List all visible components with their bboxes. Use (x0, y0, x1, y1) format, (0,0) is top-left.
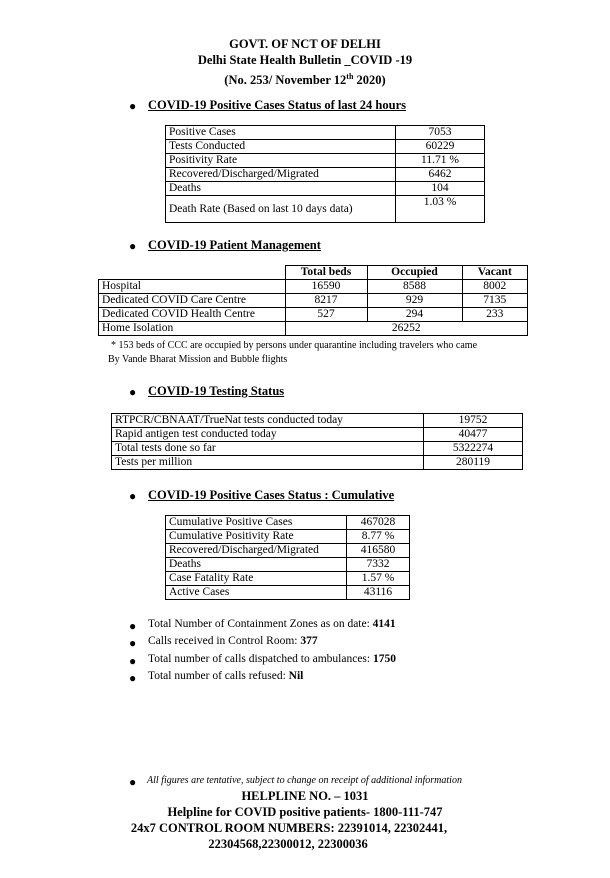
stat-calls-dispatched: Total number of calls dispatched to ambulances: 1750 (148, 653, 396, 665)
table-24h (165, 125, 485, 223)
table-row (99, 322, 528, 336)
row-label: RTPCR/CBNAAT/TrueNat tests conducted today (112, 414, 424, 428)
table-patient-management (98, 265, 528, 336)
table-row (166, 530, 410, 544)
row-label: Active Cases (166, 586, 347, 600)
row-label: Deaths (166, 182, 396, 196)
row-label: Positive Cases (166, 126, 396, 140)
header-spacer (99, 266, 286, 280)
row-label: Rapid antigen test conducted today (112, 428, 424, 442)
row-value: 19752 (424, 414, 523, 428)
row-label: Dedicated COVID Health Centre (99, 308, 286, 322)
section-testing-title: COVID-19 Testing Status (148, 384, 285, 398)
row-value: 1.57 % (347, 572, 410, 586)
row-label: Case Fatality Rate (166, 572, 347, 586)
bullet-icon: ● (129, 619, 137, 633)
table-row (112, 414, 523, 428)
cell-occupied: 294 (367, 308, 462, 322)
bullet-icon: ● (129, 654, 137, 668)
row-value: 104 (396, 182, 485, 196)
cell-total: 16590 (285, 280, 367, 294)
row-value: 6462 (396, 168, 485, 182)
table-row (112, 442, 523, 456)
row-label: Deaths (166, 558, 347, 572)
table-row (166, 544, 410, 558)
row-label: Home Isolation (99, 322, 286, 336)
row-value: 7053 (396, 126, 485, 140)
row-value: 280119 (424, 456, 523, 470)
row-value: 43116 (347, 586, 410, 600)
cell-vacant: 233 (462, 308, 528, 322)
row-value: 7332 (347, 558, 410, 572)
table-row (99, 308, 528, 322)
control-room-numbers: 24x7 CONTROL ROOM NUMBERS: 22391014, 22302441, (130, 821, 448, 835)
row-value: 5322274 (424, 442, 523, 456)
stat-calls-received: Calls received in Control Room: 377 (148, 635, 318, 647)
table-row (99, 294, 528, 308)
helpline-number: HELPLINE NO. – 1031 (241, 789, 369, 803)
row-value: 8.77 % (347, 530, 410, 544)
cell-vacant: 7135 (462, 294, 528, 308)
table-row (166, 586, 410, 600)
col-occupied: Occupied (367, 266, 462, 280)
row-label: Tests Conducted (166, 140, 396, 154)
bullet-icon: ● (129, 99, 137, 113)
row-label: Hospital (99, 280, 286, 294)
bulletin-govt-title: GOVT. OF NCT OF DELHI (229, 37, 381, 51)
cell-vacant: 8002 (462, 280, 528, 294)
row-value: 467028 (347, 516, 410, 530)
stat-calls-refused: Total number of calls refused: Nil (148, 670, 304, 682)
table-row (166, 558, 410, 572)
table-row (166, 516, 410, 530)
row-value: 40477 (424, 428, 523, 442)
table-row (166, 154, 485, 168)
bullet-icon: ● (129, 489, 137, 503)
col-vacant: Vacant (462, 266, 528, 280)
table-header-row (99, 266, 528, 280)
disclaimer: All figures are tentative, subject to change on receipt of additional information (147, 775, 462, 786)
col-total-beds: Total beds (285, 266, 367, 280)
section-patient-mgmt-title: COVID-19 Patient Management (148, 238, 321, 252)
section-cumulative-title: COVID-19 Positive Cases Status : Cumulative (148, 488, 395, 502)
covid-helpline: Helpline for COVID positive patients- 1800-111-747 (167, 805, 443, 819)
home-isolation-value: 26252 (285, 322, 528, 336)
row-label: Recovered/Discharged/Migrated (166, 544, 347, 558)
table-cumulative (165, 515, 410, 600)
cell-total: 8217 (285, 294, 367, 308)
table-testing (111, 413, 523, 470)
footnote-ccc-cont: By Vande Bharat Mission and Bubble flights (108, 354, 288, 365)
control-room-numbers-cont: 22304568,22300012, 22300036 (208, 837, 368, 851)
table-row (166, 140, 485, 154)
table-row (112, 456, 523, 470)
section-24h-title: COVID-19 Positive Cases Status of last 24 hours (148, 98, 406, 112)
bulletin-subtitle: Delhi State Health Bulletin _COVID -19 (197, 53, 413, 67)
row-value: 60229 (396, 140, 485, 154)
table-row (166, 196, 485, 223)
row-label: Positivity Rate (166, 154, 396, 168)
cell-total: 527 (285, 308, 367, 322)
row-label: Dedicated COVID Care Centre (99, 294, 286, 308)
table-row (166, 572, 410, 586)
bullet-icon: ● (129, 239, 137, 253)
row-label: Cumulative Positivity Rate (166, 530, 347, 544)
table-row (99, 280, 528, 294)
bullet-icon: ● (129, 385, 137, 399)
stat-containment-zones: Total Number of Containment Zones as on date: 4141 (148, 618, 396, 630)
table-row (166, 126, 485, 140)
row-value: 11.71 % (396, 154, 485, 168)
table-row (112, 428, 523, 442)
row-label: Tests per million (112, 456, 424, 470)
row-label: Recovered/Discharged/Migrated (166, 168, 396, 182)
cell-occupied: 929 (367, 294, 462, 308)
bullet-icon: ● (129, 671, 137, 685)
table-row (166, 168, 485, 182)
table-row (166, 182, 485, 196)
footnote-ccc: * 153 beds of CCC are occupied by persons under quarantine including travelers who came (111, 340, 478, 351)
bulletin-number: (No. 253/ November 12th 2020) (224, 72, 386, 88)
row-label: Total tests done so far (112, 442, 424, 456)
row-label: Cumulative Positive Cases (166, 516, 347, 530)
row-label: Death Rate (Based on last 10 days data) (166, 196, 396, 223)
row-value: 1.03 % (396, 196, 485, 223)
bullet-icon: ● (129, 775, 137, 789)
bullet-icon: ● (129, 636, 137, 650)
cell-occupied: 8588 (367, 280, 462, 294)
row-value: 416580 (347, 544, 410, 558)
